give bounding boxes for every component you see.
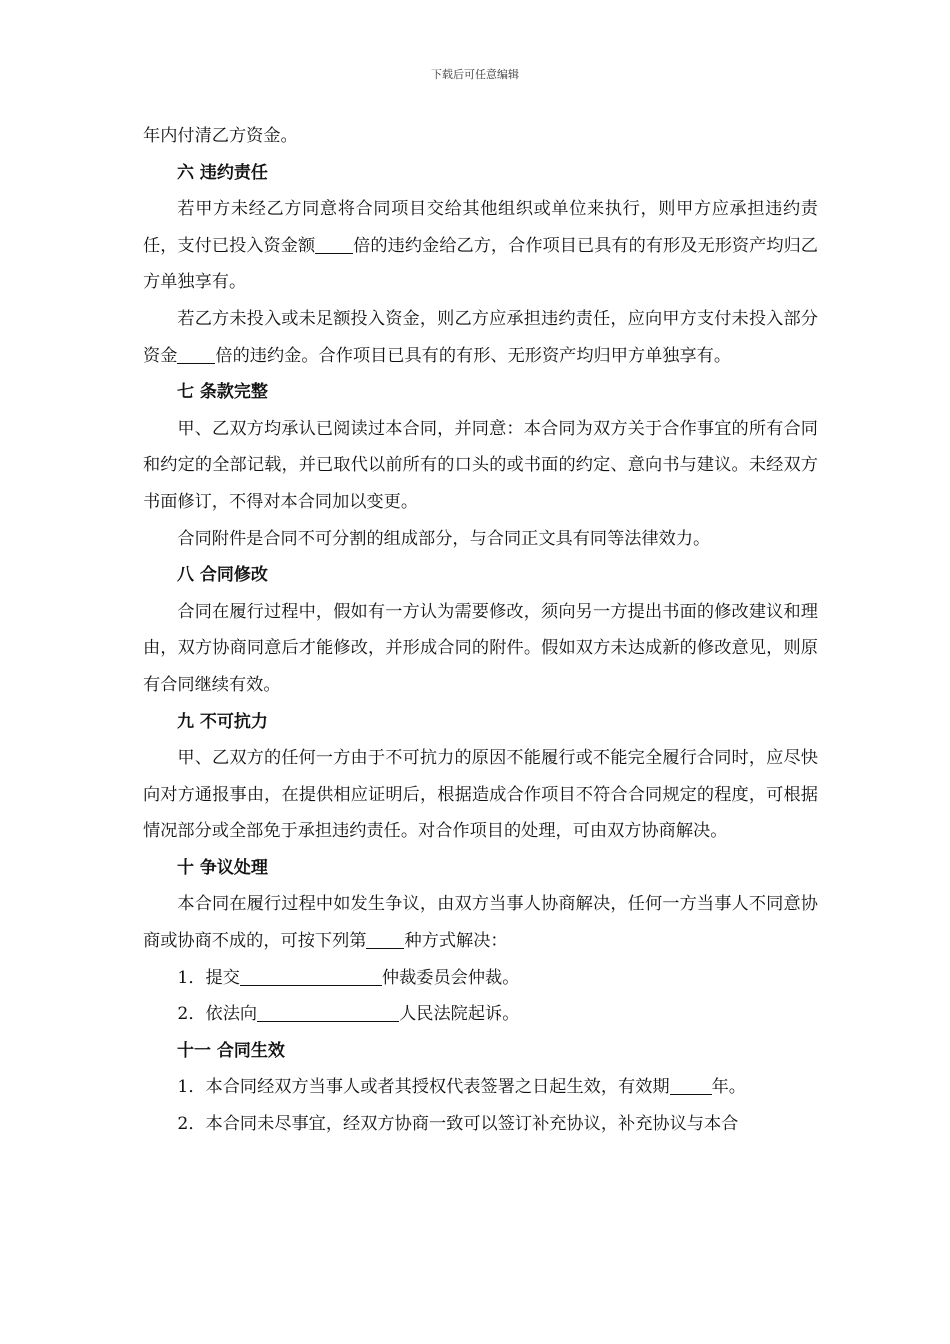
list-item-court <box>143 996 818 1033</box>
text: 2．依法向 <box>177 1004 258 1025</box>
text: 本合同在履行过程中如发生争议，由双方当事人协商解决，任何一方当事人不同意协商或协商不成的，可按下列第 <box>143 894 818 952</box>
fill-blank <box>366 931 404 949</box>
section-heading-force-majeure: 九 不可抗力 <box>177 711 268 732</box>
text: 倍的违约金给乙方，合作项目已具有的有形及无形资产均归乙方单独享有。 <box>143 235 818 293</box>
text: 仲裁委员会仲裁。 <box>381 967 520 988</box>
text: 种方式解决： <box>404 931 508 952</box>
text: 年。 <box>711 1077 746 1098</box>
paragraph-dispute <box>143 886 818 959</box>
fill-blank <box>670 1077 712 1095</box>
paragraph-force-majeure: 甲、乙双方的任何一方由于不可抗力的原因不能履行或不能完全履行合同时，应尽快向对方通报事由，在提供相应证明后，根据造成合作项目不符合合同规定的程度，可根据情况部分或全部免于承担违约责任。对合作项目的处理，可由双方协商解决。 <box>143 748 818 842</box>
paragraph-amendment: 合同在履行过程中，假如有一方认为需要修改，须向另一方提出书面的修改建议和理由，双方协商同意后才能修改，并形成合同的附件。假如双方未达成新的修改意见，则原有合同继续有效。 <box>143 601 818 695</box>
fill-blank <box>240 967 382 985</box>
paragraph-party-a-breach <box>143 191 818 301</box>
paragraph-attachments: 合同附件是合同不可分割的组成部分，与合同正文具有同等法律效力。 <box>177 528 711 549</box>
section-heading-amendment: 八 合同修改 <box>177 565 268 586</box>
list-item-supplement: 2．本合同未尽事宜，经双方协商一致可以签订补充协议，补充协议与本合 <box>177 1114 739 1135</box>
text: 1．本合同经双方当事人或者其授权代表签署之日起生效，有效期 <box>177 1077 670 1098</box>
text: 若甲方未经乙方同意将合同项目交给其他组织或单位来执行，则甲方应承担违约责任，支付已投入资金额 <box>143 199 818 256</box>
fill-blank <box>257 1004 399 1022</box>
page-header: 下载后可任意编辑 <box>431 68 519 81</box>
text: 若乙方未投入或未足额投入资金，则乙方应承担违约责任，应向甲方支付未投入部分资金 <box>143 308 818 366</box>
fill-blank <box>177 345 215 363</box>
text: 倍的违约金。合作项目已具有的有形、无形资产均归甲方单独享有。 <box>215 345 732 366</box>
paragraph-entire-agreement: 甲、乙双方均承认已阅读过本合同，并同意：本合同为双方关于合作事宜的所有合同和约定的全部记载，并已取代以前所有的口头的或书面的约定、意向书与建议。未经双方书面修订，不得对本合同加以变更。 <box>143 418 818 512</box>
paragraph-continuation: 年内付清乙方资金。 <box>143 126 298 146</box>
list-item-effective-date <box>143 1069 818 1106</box>
list-item-arbitration <box>143 960 818 997</box>
fill-blank <box>315 236 353 254</box>
paragraph-party-b-breach <box>143 301 818 374</box>
section-heading-dispute: 十 争议处理 <box>177 857 268 878</box>
text: 人民法院起诉。 <box>399 1004 520 1025</box>
document-body <box>143 118 818 1143</box>
text: 1．提交 <box>177 967 240 988</box>
section-heading-entire-agreement: 七 条款完整 <box>177 382 268 403</box>
section-heading-breach: 六 违约责任 <box>177 162 268 183</box>
section-heading-effectiveness: 十一 合同生效 <box>177 1040 285 1061</box>
